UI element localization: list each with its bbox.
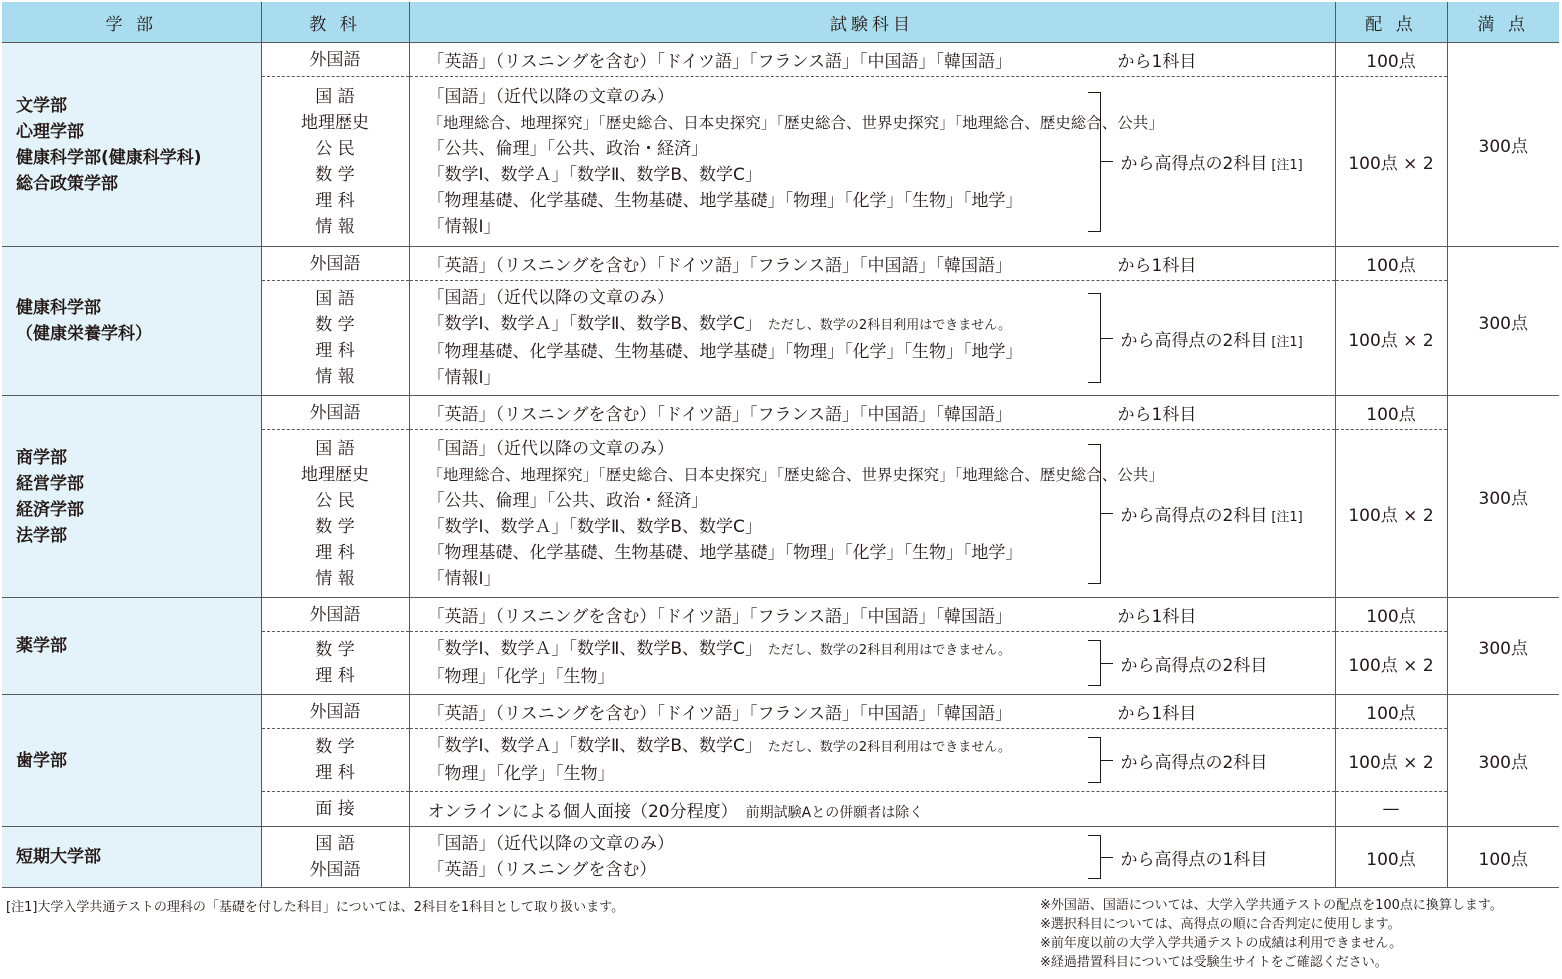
points-cell: 100点 [1335, 247, 1447, 281]
choice-rule: から1科目 [1117, 607, 1197, 627]
footnote-item: ※外国語、国語については、大学入学共通テストの配点を100点に換算します。 [1040, 898, 1503, 913]
note-ref: [注1] [1271, 334, 1303, 350]
choice-rule: から高得点の2科目 [1120, 330, 1268, 351]
faculty-name: （健康栄養学科） [16, 324, 152, 344]
subject-text: 「物理」「化学」「生物」 [427, 764, 615, 784]
category-label: 理 科 [315, 666, 355, 686]
footnote-item: ※前年度以前の大学入学共通テストの成績は利用できません。 [1040, 936, 1403, 951]
subject-text: 「英語」（リスニングを含む）「ドイツ語」「フランス語」「中国語」「韓国語」 [427, 607, 1012, 627]
total-cell: 300点 [1447, 247, 1559, 396]
faculty-cell [2, 43, 261, 247]
subject-text: 「情報Ⅰ」 [427, 568, 501, 589]
subject-text: 「情報Ⅰ」 [427, 368, 501, 388]
subject-text: 「物理」「化学」「生物」 [427, 667, 615, 687]
header-points: 配 点 [1335, 2, 1447, 43]
category-label: 情 報 [315, 568, 355, 589]
bracket [1088, 92, 1101, 232]
points-cell: 100点 × 2 [1335, 632, 1447, 695]
subjects-cell [409, 792, 1335, 827]
faculty-name: 文学部 [16, 95, 67, 116]
subjects-cell [409, 396, 1335, 430]
bracket-line [1101, 338, 1113, 339]
footnote-item: ※経過措置科目については受験生サイトをご確認ください。 [1040, 955, 1388, 970]
bracket [1088, 737, 1101, 783]
category-cell [261, 281, 409, 396]
subject-text: 「国語」（近代以降の文章のみ） [427, 288, 674, 308]
subject-text: 「国語」（近代以降の文章のみ） [427, 834, 674, 854]
faculty-name: 総合政策学部 [16, 173, 118, 194]
subjects-cell [409, 598, 1335, 632]
choice-rule: から1科目 [1117, 256, 1197, 276]
bracket-line [1101, 161, 1113, 162]
subjects-cell [409, 77, 1335, 247]
subject-text: 「英語」（リスニングを含む）「ドイツ語」「フランス語」「中国語」「韓国語」 [427, 405, 1012, 425]
subjects-cell [409, 632, 1335, 695]
subject-note: ただし、数学の2科目利用はできません。 [767, 318, 1011, 333]
subject-text: 「数学Ⅰ、数学Ａ」「数学Ⅱ、数学B、数学C」 [427, 639, 762, 659]
category-label: 数 学 [315, 164, 355, 185]
subjects-cell [409, 281, 1335, 396]
category-cell [261, 430, 409, 598]
subject-text: 「公共、倫理」「公共、政治・経済」 [427, 138, 708, 159]
choice-rule: から高得点の2科目 [1120, 154, 1268, 174]
category-cell [261, 77, 409, 247]
subject-text: 「物理基礎、化学基礎、生物基礎、地学基礎」「物理」「化学」「生物」「地学」 [427, 190, 1023, 211]
subjects-cell [409, 43, 1335, 77]
header-total: 満 点 [1447, 2, 1559, 43]
table-row [2, 827, 1559, 888]
exam-subjects-table [2, 2, 1559, 888]
choice-rule: から1科目 [1117, 405, 1197, 425]
subject-text: 「英語」（リスニングを含む）「ドイツ語」「フランス語」「中国語」「韓国語」 [427, 704, 1012, 724]
faculty-cell [2, 247, 261, 396]
bracket [1088, 444, 1101, 584]
faculty-cell [2, 695, 261, 827]
points-cell: 100点 [1335, 396, 1447, 430]
table-row [2, 396, 1559, 430]
category-label: 数 学 [315, 315, 355, 335]
table-row [2, 598, 1559, 632]
points-cell: 100点 [1335, 43, 1447, 77]
subject-text: 「国語」（近代以降の文章のみ） [427, 438, 674, 459]
category-cell [261, 729, 409, 792]
category-label: 数 学 [315, 640, 355, 660]
category-label: 公 民 [315, 138, 355, 159]
table-row [2, 695, 1559, 729]
interview-note: 前期試験Aとの併願者は除く [745, 804, 924, 821]
category-label: 国 語 [315, 438, 355, 459]
footnote-item: ※選択科目については、高得点の順に合否判定に使用します。 [1040, 917, 1401, 932]
note-ref: [注1] [1271, 510, 1303, 525]
bracket [1088, 835, 1101, 879]
points-cell: 100点 [1335, 695, 1447, 729]
category-label: 外国語 [309, 860, 361, 880]
bracket [1088, 293, 1101, 383]
subjects-cell [409, 827, 1335, 888]
points-cell: 100点 × 2 [1335, 729, 1447, 792]
bracket-line [1101, 663, 1113, 664]
category-label: 情 報 [315, 216, 355, 237]
points-cell: 100点 [1335, 598, 1447, 632]
subject-text: 「数学Ⅰ、数学Ａ」「数学Ⅱ、数学B、数学C」 [427, 736, 762, 756]
footnote-note1: [注1]大学入学共通テストの理科の「基礎を付した科目」については、2科目を1科目として取り扱います。 [6, 900, 625, 915]
choice-rule: から高得点の2科目 [1120, 752, 1268, 773]
subject-note: ただし、数学の2科目利用はできません。 [767, 643, 1011, 658]
total-cell: 300点 [1447, 598, 1559, 695]
faculty-name: 薬学部 [16, 636, 67, 656]
choice-rule: から高得点の2科目 [1120, 506, 1268, 526]
choice-rule: から1科目 [1117, 704, 1197, 724]
total-cell: 300点 [1447, 396, 1559, 598]
table-row [2, 43, 1559, 77]
subject-note: ただし、数学の2科目利用はできません。 [767, 740, 1011, 755]
bracket-line [1101, 857, 1113, 858]
bracket-line [1101, 513, 1113, 514]
subject-text: 「数学Ⅰ、数学Ａ」「数学Ⅱ、数学B、数学C」 [427, 314, 762, 334]
faculty-name: 歯学部 [16, 750, 67, 771]
footnotes-right [1040, 896, 1503, 972]
faculty-name: 心理学部 [16, 121, 84, 142]
faculty-cell [2, 598, 261, 695]
category-label: 数 学 [315, 737, 355, 757]
faculty-cell [2, 396, 261, 598]
subject-text: 「物理基礎、化学基礎、生物基礎、地学基礎」「物理」「化学」「生物」「地学」 [427, 342, 1023, 362]
points-cell: 100点 × 2 [1335, 77, 1447, 247]
faculty-cell [2, 827, 261, 888]
category-label: 理 科 [315, 341, 355, 361]
category-label: 理 科 [315, 542, 355, 563]
category-cell: 面 接 [261, 792, 409, 827]
points-cell: 100点 × 2 [1335, 281, 1447, 396]
choice-rule: から1科目 [1117, 52, 1197, 72]
subjects-cell [409, 247, 1335, 281]
bracket [1088, 640, 1101, 686]
interview-text: オンラインによる個人面接（20分程度） [427, 801, 738, 822]
category-label: 公 民 [315, 490, 355, 511]
subject-text: 「情報Ⅰ」 [427, 216, 501, 237]
faculty-name: 経済学部 [16, 499, 84, 520]
category-label: 地理歴史 [301, 112, 369, 133]
header-category: 教 科 [261, 2, 409, 43]
faculty-name: 短期大学部 [16, 847, 101, 867]
category-label: 理 科 [315, 763, 355, 783]
subject-text: 「公共、倫理」「公共、政治・経済」 [427, 490, 708, 511]
subject-text: 「地理総合、地理探究」「歴史総合、日本史探究」「歴史総合、世界史探究」「地理総合、歴史総合、公共」 [427, 465, 1164, 484]
total-cell: 100点 [1447, 827, 1559, 888]
subject-text: 「英語」（リスニングを含む）「ドイツ語」「フランス語」「中国語」「韓国語」 [427, 256, 1012, 276]
category-label: 国 語 [315, 289, 355, 309]
faculty-name: 経営学部 [16, 473, 84, 494]
category-cell [261, 827, 409, 888]
category-label: 数 学 [315, 516, 355, 537]
choice-rule: から高得点の1科目 [1120, 849, 1268, 870]
header-subjects: 試験科目 [409, 2, 1335, 43]
subjects-cell [409, 729, 1335, 792]
choice-rule: から高得点の2科目 [1120, 655, 1268, 676]
faculty-name: 法学部 [16, 525, 67, 546]
bracket-line [1101, 760, 1113, 761]
subject-text: 「英語」（リスニングを含む）「ドイツ語」「フランス語」「中国語」「韓国語」 [427, 52, 1012, 72]
faculty-name: 商学部 [16, 447, 67, 468]
category-cell: 外国語 [261, 247, 409, 281]
header-faculty: 学 部 [2, 2, 261, 43]
total-cell: 300点 [1447, 695, 1559, 827]
category-cell: 外国語 [261, 695, 409, 729]
faculty-name: 健康科学部(健康科学科) [16, 147, 202, 168]
category-cell: 外国語 [261, 43, 409, 77]
points-cell: 100点 [1335, 827, 1447, 888]
points-cell: — [1335, 792, 1447, 827]
faculty-name: 健康科学部 [16, 298, 101, 318]
category-label: 国 語 [315, 86, 355, 107]
subject-text: 「英語」（リスニングを含む） [427, 860, 657, 880]
subject-text: 「物理基礎、化学基礎、生物基礎、地学基礎」「物理」「化学」「生物」「地学」 [427, 542, 1023, 563]
subject-text: 「地理総合、地理探究」「歴史総合、日本史探究」「歴史総合、世界史探究」「地理総合、歴史総合、公共」 [427, 113, 1164, 132]
category-cell [261, 632, 409, 695]
subject-text: 「数学Ⅰ、数学Ａ」「数学Ⅱ、数学B、数学C」 [427, 164, 762, 185]
category-cell: 外国語 [261, 598, 409, 632]
category-label: 理 科 [315, 190, 355, 211]
category-label: 情 報 [315, 367, 355, 387]
category-label: 地理歴史 [301, 464, 369, 485]
category-label: 国 語 [315, 834, 355, 854]
category-cell: 外国語 [261, 396, 409, 430]
total-cell: 300点 [1447, 43, 1559, 247]
subject-text: 「数学Ⅰ、数学Ａ」「数学Ⅱ、数学B、数学C」 [427, 516, 762, 537]
subjects-cell [409, 430, 1335, 598]
subject-text: 「国語」（近代以降の文章のみ） [427, 86, 674, 107]
subjects-cell [409, 695, 1335, 729]
points-cell: 100点 × 2 [1335, 430, 1447, 598]
table-header-row [2, 2, 1559, 43]
note-ref: [注1] [1271, 158, 1303, 173]
table-row [2, 247, 1559, 281]
